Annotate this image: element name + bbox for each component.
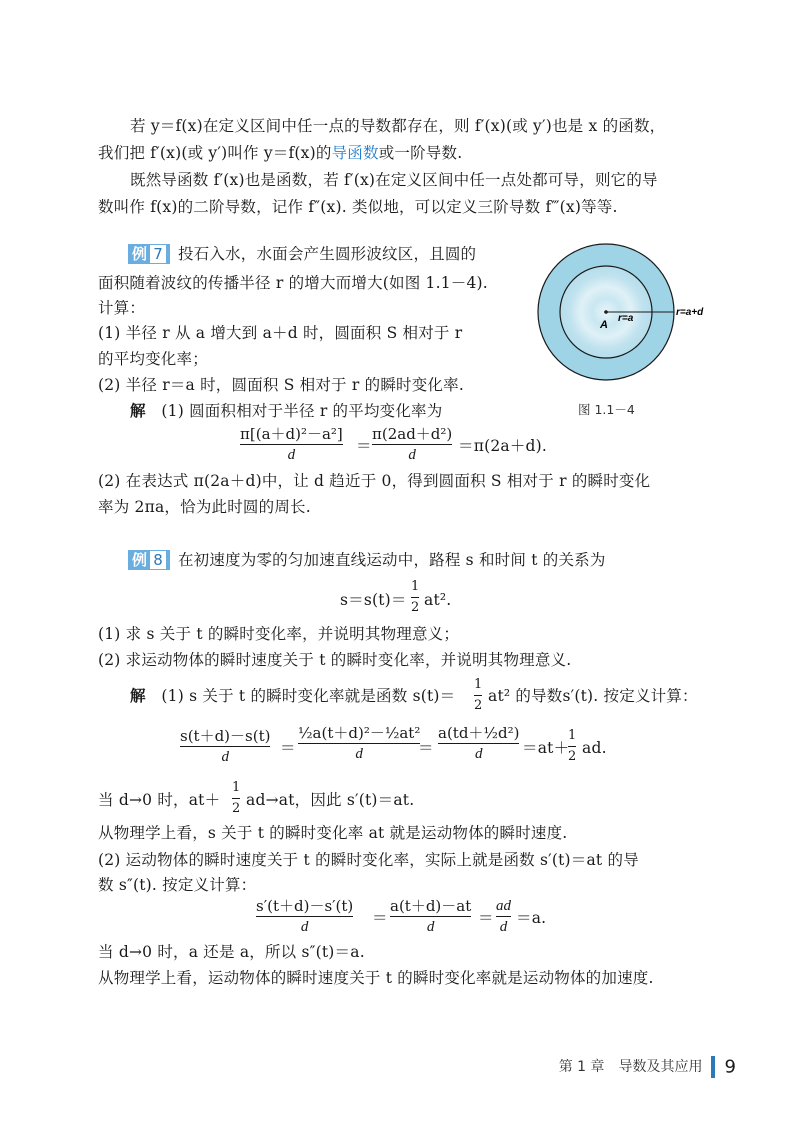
example-8-badge-word: 例 bbox=[132, 551, 148, 569]
example-8-question-2: (2) 求运动物体的瞬时速度关于 t 的瞬时变化率，并说明其物理意义. bbox=[98, 651, 572, 669]
example-7-solution-1 bbox=[130, 401, 442, 421]
fraction-bar bbox=[411, 597, 419, 598]
fraction-denominator: 2 bbox=[232, 801, 241, 816]
fraction-denominator: d bbox=[300, 919, 309, 935]
equation-left: s＝s(t)＝ bbox=[340, 591, 407, 609]
expanded-quotient bbox=[298, 724, 420, 763]
solution-label: 解 bbox=[130, 401, 146, 420]
fraction-numerator: a(td＋½d²) bbox=[438, 724, 520, 742]
example-8-badge-number: 8 bbox=[150, 551, 166, 569]
fraction-simplified bbox=[372, 425, 452, 464]
example-7-text-1: 投石入水，水面会产生圆形波纹区，且圆的 bbox=[177, 245, 477, 263]
limit-line-1-pre: 当 d→0 时，at＋ bbox=[98, 791, 221, 809]
fraction-denominator: d bbox=[426, 919, 435, 935]
result-half bbox=[568, 727, 576, 766]
example-7-badge bbox=[128, 244, 170, 264]
example-7-solution-2-cont: 率为 2πa，恰为此时圆的周长. bbox=[98, 498, 311, 516]
limit-half bbox=[232, 779, 240, 818]
fraction-bar bbox=[496, 916, 511, 917]
example-7-badge-word: 例 bbox=[132, 245, 148, 263]
page-footer bbox=[559, 1056, 736, 1078]
solution-text: (1) 圆面积相对于半径 r 的平均变化率为 bbox=[161, 402, 443, 420]
fraction-bar bbox=[298, 743, 420, 744]
fraction-numerator: ½a(t＋d)²－½at² bbox=[298, 724, 421, 742]
intro-line-3: 既然导函数 f′(x)也是函数，若 f′(x)在定义区间中任一点处都可导，则它的导 bbox=[130, 171, 658, 189]
page-number: 9 bbox=[724, 1056, 736, 1078]
physics-meaning-2: 从物理学上看，运动物体的瞬时速度关于 t 的瞬时变化率就是运动物体的加速度. bbox=[98, 969, 654, 987]
physics-meaning-1: 从物理学上看，s 关于 t 的瞬时变化率 at 就是运动物体的瞬时速度. bbox=[98, 824, 568, 842]
label-r-a: r=a bbox=[618, 313, 634, 324]
fraction-numerator: s(t＋d)－s(t) bbox=[180, 727, 271, 745]
solution-text-post: at² 的导数s′(t). 按定义计算： bbox=[488, 687, 698, 705]
equals-sign: ＝ bbox=[372, 909, 388, 927]
fraction-bar bbox=[438, 743, 519, 744]
velocity-result: ＝a. bbox=[516, 909, 547, 927]
footer-accent-bar bbox=[711, 1056, 715, 1078]
difference-quotient bbox=[180, 727, 270, 766]
intro-line-2-pre: 我们把 f′(x)(或 y′)叫作 y＝f(x)的 bbox=[98, 144, 332, 162]
intro-line-1: 若 y＝f(x)在定义区间中任一点的导数都存在，则 f′(x)(或 y′)也是 x 的函数， bbox=[130, 117, 666, 135]
formula-result: ＝π(2a＋d). bbox=[458, 437, 548, 455]
fraction-bar bbox=[256, 916, 353, 917]
example-8-solution-2-cont: 数 s″(t). 按定义计算： bbox=[98, 876, 257, 894]
example-7-question-2: (2) 半径 r＝a 时，圆面积 S 相对于 r 的瞬时变化率. bbox=[98, 376, 464, 394]
velocity-difference-quotient bbox=[256, 897, 353, 936]
example-7-question-1: (1) 半径 r 从 a 增大到 a＋d 时，圆面积 S 相对于 r bbox=[98, 324, 463, 342]
ripple-figure bbox=[536, 240, 736, 390]
fraction-numerator: 1 bbox=[568, 728, 577, 743]
fraction-denominator: 2 bbox=[411, 600, 420, 615]
fraction-denominator: d bbox=[355, 746, 363, 762]
figure-caption: 图 1.1－4 bbox=[578, 402, 635, 417]
example-7-line-2: 面积随着波纹的传播半径 r 的增大而增大(如图 1.1－4). bbox=[98, 274, 488, 292]
example-7-badge-number: 7 bbox=[150, 245, 166, 263]
example-7-line-1 bbox=[128, 244, 476, 264]
example-7-question-1-cont: 的平均变化率； bbox=[98, 350, 208, 368]
fraction-numerator: π[(a＋d)²－a²] bbox=[240, 425, 343, 443]
fraction-bar bbox=[372, 444, 452, 445]
solution-text-pre: (1) s 关于 t 的瞬时变化率就是函数 s(t)＝ bbox=[161, 687, 456, 705]
fraction-denominator: d bbox=[499, 919, 508, 935]
fraction-numerator: ad bbox=[496, 898, 511, 914]
example-8-text-1: 在初速度为零的匀加速直线运动中，路程 s 和时间 t 的关系为 bbox=[177, 551, 606, 569]
fraction-denominator: d bbox=[408, 447, 416, 463]
example-8-badge bbox=[128, 550, 170, 570]
solution-label: 解 bbox=[130, 686, 146, 705]
fraction-bar bbox=[474, 695, 482, 696]
solution-half bbox=[474, 676, 482, 715]
limit-line-1-post: ad→at，因此 s′(t)＝at. bbox=[246, 791, 415, 809]
center-point bbox=[604, 310, 608, 314]
equals-sign: ＝ bbox=[280, 739, 296, 757]
velocity-simplified bbox=[496, 897, 511, 936]
fraction-bar bbox=[568, 746, 576, 747]
fraction-denominator: d bbox=[287, 447, 296, 463]
fraction-avg-rate bbox=[240, 425, 343, 464]
fraction-numerator: s′(t＋d)－s′(t) bbox=[256, 897, 354, 915]
fraction-numerator: 1 bbox=[411, 579, 420, 594]
result-post: ad. bbox=[582, 739, 607, 757]
fraction-denominator: d bbox=[221, 749, 229, 765]
label-A: A bbox=[600, 319, 608, 331]
example-8-line-1 bbox=[128, 550, 606, 570]
intro-line-4: 数叫作 f(x)的二阶导数，记作 f″(x). 类似地，可以定义三阶导数 f‴(x)等等. bbox=[98, 198, 618, 216]
equals-sign: ＝ bbox=[478, 909, 494, 927]
example-8-solution-2: (2) 运动物体的瞬时速度关于 t 的瞬时变化率，实际上就是函数 s′(t)＝at 的导 bbox=[98, 851, 639, 869]
equation-right: at². bbox=[424, 591, 452, 609]
equation-half bbox=[411, 578, 419, 617]
fraction-bar bbox=[240, 444, 343, 445]
limit-line-2: 当 d→0 时，a 还是 a，所以 s″(t)＝a. bbox=[98, 943, 365, 961]
derivative-function-term: 导函数 bbox=[331, 144, 379, 162]
fraction-numerator: 1 bbox=[474, 677, 483, 692]
equals-sign: ＝ bbox=[418, 739, 434, 757]
fraction-numerator: 1 bbox=[232, 780, 241, 795]
motion-equation bbox=[340, 590, 407, 610]
example-7-solution-2: (2) 在表达式 π(2a＋d)中，让 d 趋近于 0，得到圆面积 S 相对于 r 的瞬时变化 bbox=[98, 472, 651, 490]
result-pre: ＝at＋ bbox=[522, 739, 570, 757]
fraction-denominator: 2 bbox=[568, 749, 577, 764]
chapter-label: 第 1 章 导数及其应用 bbox=[558, 1059, 703, 1075]
equals-sign: ＝ bbox=[356, 437, 372, 455]
velocity-expanded bbox=[390, 897, 471, 936]
example-8-question-1: (1) 求 s 关于 t 的瞬时变化率，并说明其物理意义； bbox=[98, 625, 460, 643]
example-8-solution-1 bbox=[130, 686, 455, 706]
fraction-bar bbox=[232, 798, 240, 799]
fraction-bar bbox=[390, 916, 471, 917]
limit-line-1 bbox=[98, 790, 220, 810]
label-r-a-plus-d: r=a+d bbox=[676, 307, 704, 318]
intro-line-2-post: 或一阶导数. bbox=[378, 144, 463, 162]
fraction-numerator: π(2ad＋d²) bbox=[372, 425, 453, 443]
fraction-denominator: d bbox=[474, 746, 483, 762]
fraction-denominator: 2 bbox=[474, 698, 483, 713]
fraction-numerator: a(t＋d)－at bbox=[390, 897, 472, 915]
factored-quotient bbox=[438, 724, 519, 763]
example-7-line-3: 计算： bbox=[98, 299, 146, 317]
fraction-bar bbox=[180, 746, 270, 747]
intro-line-2 bbox=[98, 143, 462, 163]
